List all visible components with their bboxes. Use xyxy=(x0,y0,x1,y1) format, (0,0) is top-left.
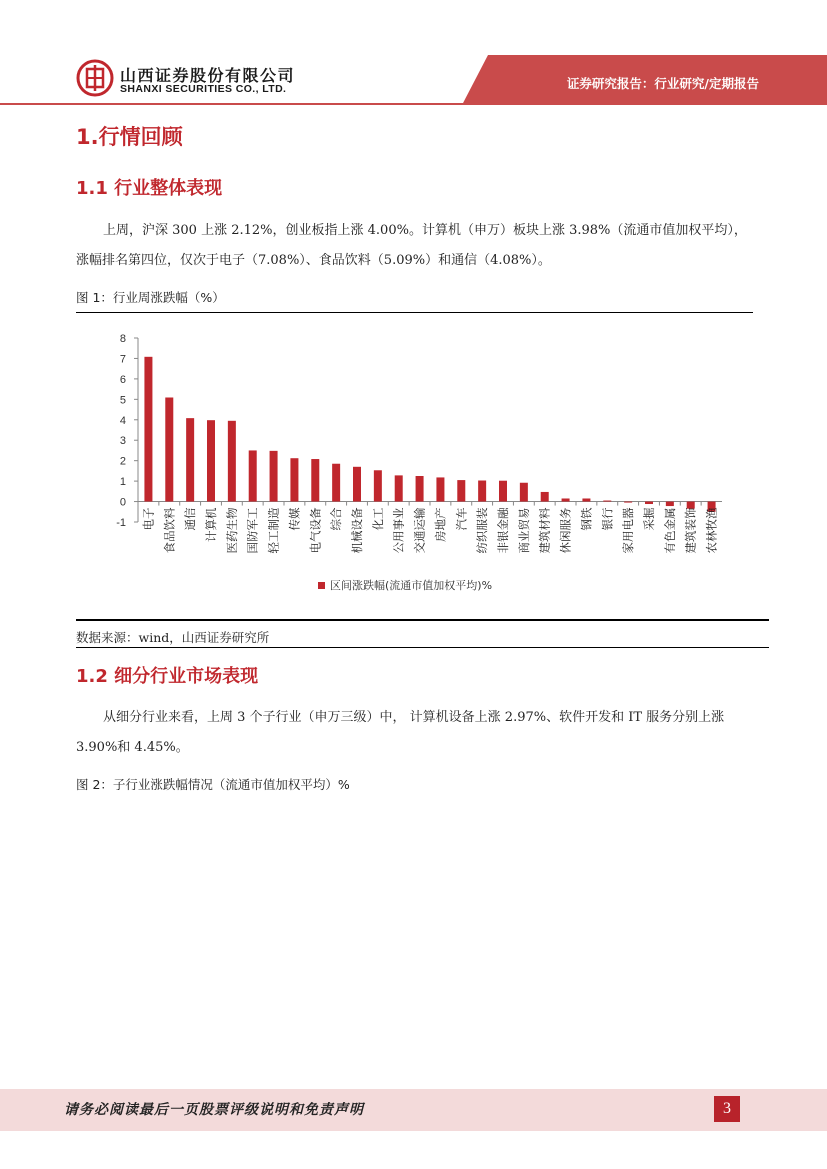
y-tick-label: 3 xyxy=(119,435,126,448)
source-rule xyxy=(76,647,769,648)
x-tick-label: 建筑装饰 xyxy=(683,507,698,554)
disclaimer-text: 请务必阅读最后一页股票评级说明和免责声明 xyxy=(64,1102,364,1118)
subsection-title-1: 1.1 行业整体表现 xyxy=(76,178,223,199)
x-tick-label: 通信 xyxy=(183,507,198,531)
bar xyxy=(290,458,298,501)
y-axis xyxy=(116,333,138,529)
industry-weekly-change-chart xyxy=(90,325,750,605)
x-tick-label: 有色金属 xyxy=(662,507,677,554)
bar xyxy=(395,475,403,501)
y-tick-label: 2 xyxy=(119,455,126,468)
bar xyxy=(499,481,507,502)
bar xyxy=(520,483,528,502)
report-type-label: 证券研究报告：行业研究/定期报告 xyxy=(566,76,759,91)
x-tick-label: 国防军工 xyxy=(245,507,260,554)
y-tick-label: -1 xyxy=(116,517,126,529)
y-tick-label: 1 xyxy=(119,476,126,489)
x-tick-label: 电气设备 xyxy=(308,507,323,554)
bar xyxy=(186,418,194,501)
y-tick-label: 4 xyxy=(119,414,126,427)
x-tick-label: 采掘 xyxy=(642,507,656,531)
paragraph-1: 上周，沪深 300 上涨 2.12%，创业板指上涨 4.00%。计算机（申万）板块上涨 3.98%（流通市值加权平均），涨幅排名第四位，仅次于电子（7.08%）、食品饮料（5.09%）和通信（4.08%）。 xyxy=(76,223,747,268)
bar xyxy=(624,502,632,503)
page-number: 3 xyxy=(714,1096,740,1122)
figure-top-rule xyxy=(76,312,753,313)
figure-2-caption: 图 2：子行业涨跌幅情况（流通市值加权平均）% xyxy=(76,777,350,792)
y-tick-label: 0 xyxy=(119,496,126,509)
x-tick-label: 传媒 xyxy=(287,507,302,531)
company-seal-icon xyxy=(76,59,114,97)
x-tick-label: 建筑材料 xyxy=(537,507,552,554)
bar xyxy=(645,502,653,504)
x-tick-label: 房地产 xyxy=(433,507,448,543)
figure-1-caption: 图 1：行业周涨跌幅（%） xyxy=(76,290,225,305)
bar xyxy=(165,397,173,501)
x-tick-label: 医药生物 xyxy=(224,507,239,554)
bar xyxy=(374,470,382,501)
bar xyxy=(436,477,444,501)
section-title: 1.行情回顾 xyxy=(76,125,183,149)
x-tick-label: 公用事业 xyxy=(391,507,406,554)
x-tick-label: 家用电器 xyxy=(621,507,636,554)
figure-bottom-rule xyxy=(76,619,769,621)
bar xyxy=(228,421,236,502)
x-tick-label: 综合 xyxy=(329,507,344,531)
bar xyxy=(144,357,152,502)
legend-label: 区间涨跌幅(流通市值加权平均)% xyxy=(330,579,493,592)
company-name-en: SHANXI SECURITIES CO., LTD. xyxy=(120,83,287,95)
bar xyxy=(582,498,590,501)
bar xyxy=(541,492,549,502)
bar xyxy=(332,464,340,502)
figure-1-source: 数据来源：wind，山西证券研究所 xyxy=(76,630,270,645)
paragraph-2: 从细分行业来看，上周 3 个子行业（申万三级）中， 计算机设备上涨 2.97%、软件开发和 IT 服务分别上涨 3.90%和 4.45%。 xyxy=(76,710,725,755)
x-tick-label: 非银金融 xyxy=(496,507,510,554)
x-tick-label: 食品饮料 xyxy=(162,507,177,554)
bar-series xyxy=(138,357,722,512)
bar xyxy=(603,501,611,502)
x-tick-label: 休闲服务 xyxy=(558,507,573,554)
y-tick-label: 6 xyxy=(119,373,126,386)
bar xyxy=(311,459,319,502)
x-tick-label: 汽车 xyxy=(454,507,469,531)
bar xyxy=(478,480,486,501)
bar xyxy=(457,480,465,501)
legend-swatch xyxy=(318,582,325,589)
bar xyxy=(666,502,674,506)
x-tick-label: 钢铁 xyxy=(579,507,594,531)
x-tick-label: 银行 xyxy=(600,507,615,531)
y-tick-label: 7 xyxy=(119,353,126,366)
bar xyxy=(207,420,215,501)
bar xyxy=(416,476,424,502)
x-tick-label: 机械设备 xyxy=(350,507,364,554)
bar xyxy=(562,498,570,501)
x-tick-label: 商业贸易 xyxy=(516,507,531,554)
x-tick-label: 电子 xyxy=(141,507,156,531)
bar xyxy=(353,467,361,502)
subsection-title-2: 1.2 细分行业市场表现 xyxy=(76,666,259,687)
x-tick-label: 纺织服装 xyxy=(475,507,490,554)
x-axis-labels xyxy=(141,507,718,553)
x-tick-label: 交通运输 xyxy=(412,507,427,554)
bar xyxy=(270,451,278,502)
y-tick-label: 5 xyxy=(119,394,126,407)
x-tick-label: 农林牧渔 xyxy=(704,507,719,554)
company-name-cn: 山西证券股份有限公司 xyxy=(120,66,296,85)
x-tick-label: 化工 xyxy=(370,507,385,531)
y-tick-label: 8 xyxy=(119,333,126,345)
chart-legend xyxy=(318,578,492,592)
bar xyxy=(249,450,257,501)
x-tick-label: 计算机 xyxy=(204,507,218,543)
x-tick-label: 轻工制造 xyxy=(266,507,281,554)
